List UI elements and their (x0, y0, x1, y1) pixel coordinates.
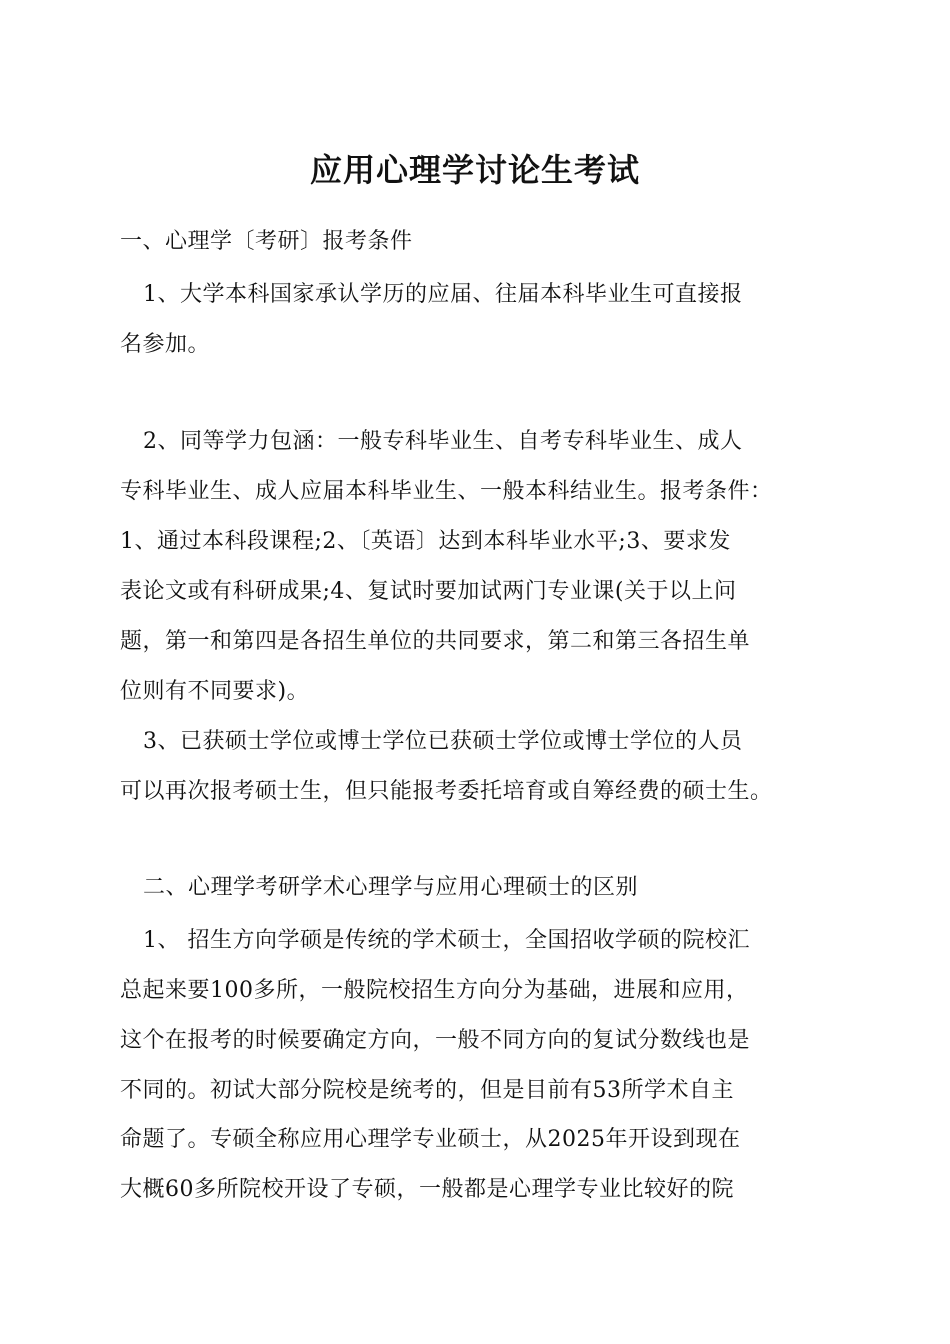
section-1-item-3-line-2: 可以再次报考硕士生，但只能报考委托培育或自筹经费的硕士生。 (120, 779, 773, 804)
section-1-item-2-line-2: 专科毕业生、成人应届本科毕业生、一般本科结业生。报考条件： (120, 479, 773, 504)
section-1-heading: 一、心理学〔考研〕报考条件 (120, 229, 413, 254)
section-2-item-1-line-3: 这个在报考的时候要确定方向，一般不同方向的复试分数线也是 (120, 1028, 751, 1053)
section-2-heading: 二、心理学考研学术心理学与应用心理硕士的区别 (143, 875, 639, 900)
section-1-item-2-line-4: 表论文或有科研成果;4、复试时要加试两门专业课(关于以上问 (120, 579, 737, 604)
section-2-item-1-line-1: 1、 招生方向学硕是传统的学术硕士，全国招收学硕的院校汇 (143, 928, 750, 953)
section-1-item-2-line-5: 题，第一和第四是各招生单位的共同要求，第二和第三各招生单 (120, 629, 751, 654)
section-1-item-1-line-1: 1、大学本科国家承认学历的应届、往届本科毕业生可直接报 (143, 282, 743, 307)
section-2-item-1-line-5: 命题了。专硕全称应用心理学专业硕士，从2025年开设到现在 (120, 1127, 741, 1152)
section-1-item-2-line-6: 位则有不同要求)。 (120, 679, 310, 704)
section-2-item-1-line-6: 大概60多所院校开设了专硕，一般都是心理学专业比较好的院 (120, 1177, 734, 1202)
section-1-item-2-line-3: 1、通过本科段课程;2、〔英语〕达到本科毕业水平;3、要求发 (120, 529, 731, 554)
section-2-item-1-line-2: 总起来要100多所，一般院校招生方向分为基础，进展和应用， (120, 978, 749, 1003)
section-2-item-1-line-4: 不同的。初试大部分院校是统考的，但是目前有53所学术自主 (120, 1078, 734, 1103)
section-1-item-1-line-2: 名参加。 (120, 332, 211, 357)
document-title: 应用心理学讨论生考试 (309, 151, 640, 189)
section-1-item-3-line-1: 3、已获硕士学位或博士学位已获硕士学位或博士学位的人员 (143, 729, 743, 754)
section-1-item-2-line-1: 2、同等学力包涵：一般专科毕业生、自考专科毕业生、成人 (143, 429, 743, 454)
